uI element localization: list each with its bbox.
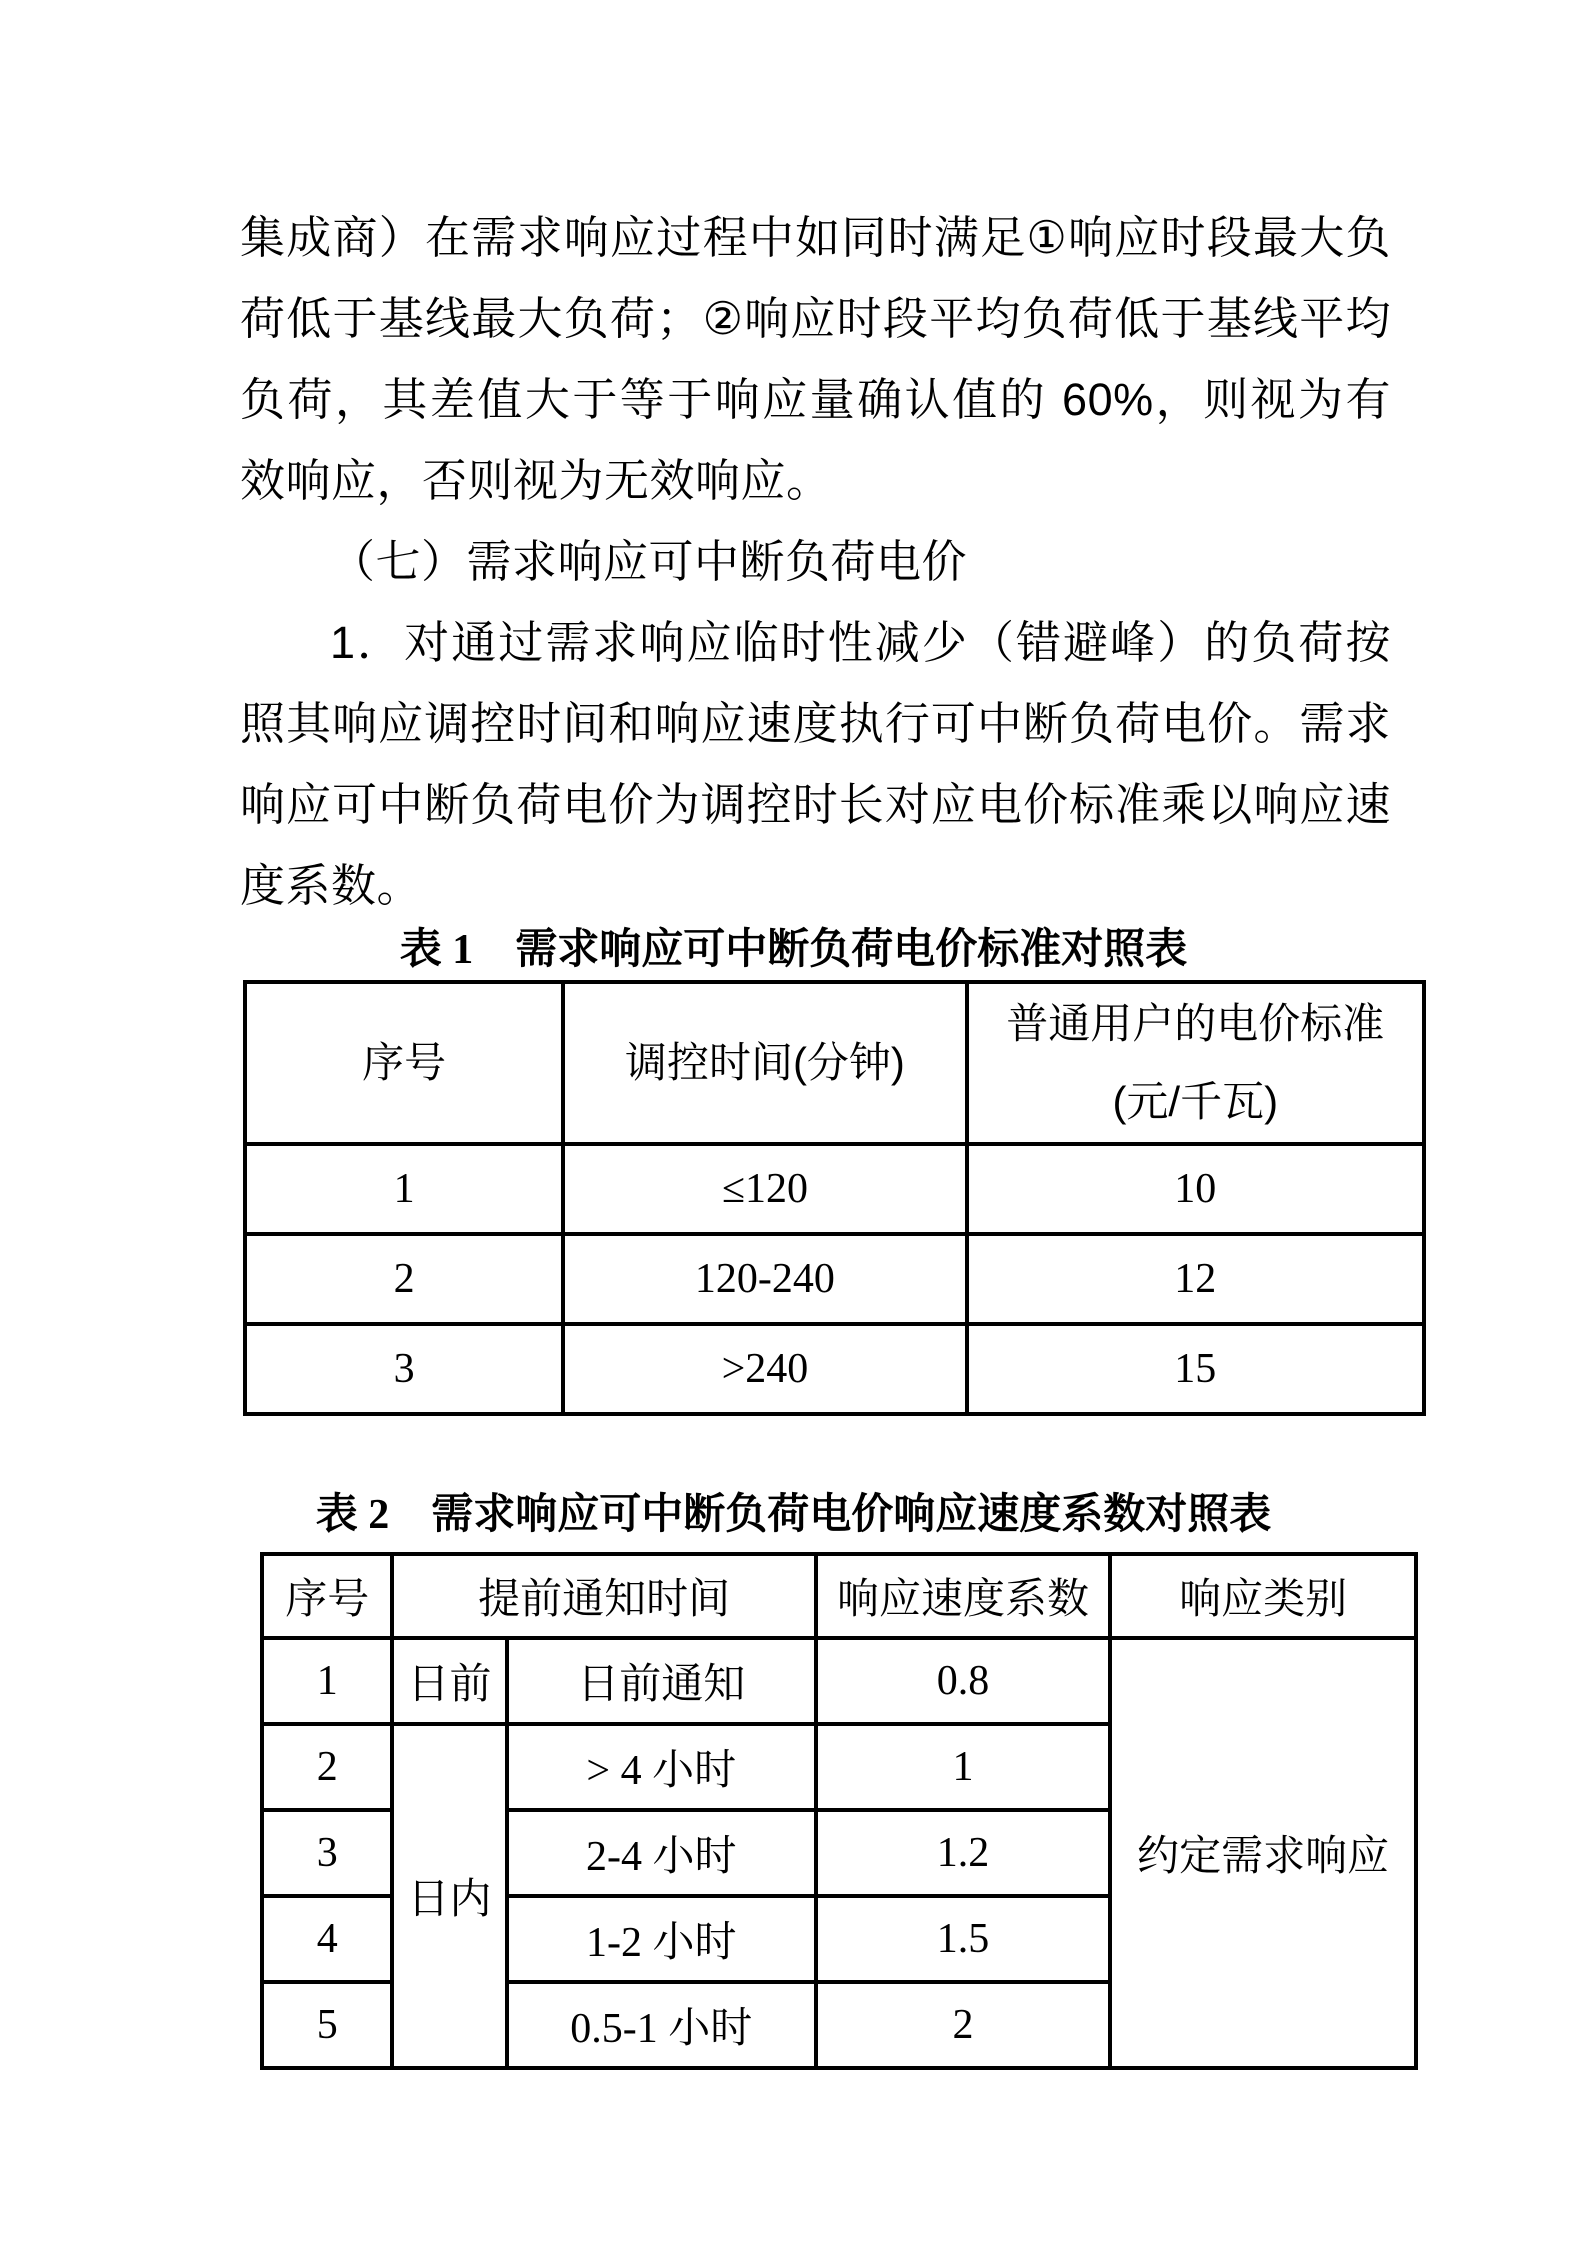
table1-cell-price: 15 xyxy=(967,1324,1424,1414)
table1-cell-time: >240 xyxy=(563,1324,966,1414)
table2-header-coef: 响应速度系数 xyxy=(816,1554,1110,1638)
table2-cell-notice: 2-4 小时 xyxy=(507,1810,816,1896)
paragraph-interruptible-price: 1．对通过需求响应临时性减少（错避峰）的负荷按照其响应调控时间和响应速度执行可中断负荷电价。需求响应可中断负荷电价为调控时长对应电价标准乘以响应速度系数。 xyxy=(240,617,1391,911)
table1-price-standard xyxy=(243,980,1426,1416)
paragraph-validity-rule: 集成商）在需求响应过程中如同时满足①响应时段最大负荷低于基线最大负荷；②响应时段平均负荷低于基线平均负荷，其差值大于等于响应量确认值的 60%，则视为有效响应，否则视为无效响应。 xyxy=(240,212,1391,506)
table2-cell-notice: 1-2 小时 xyxy=(507,1896,816,1982)
table-row xyxy=(262,1638,1416,1724)
table2-cell-no: 3 xyxy=(262,1810,392,1896)
table1-header-row xyxy=(245,982,1424,1144)
body-text xyxy=(240,197,1391,926)
table2-cell-coef: 2 xyxy=(816,1982,1110,2068)
table1-cell-no: 3 xyxy=(245,1324,563,1414)
table1-header-time: 调控时间(分钟) xyxy=(563,982,966,1144)
table1-cell-no: 1 xyxy=(245,1144,563,1234)
table-row xyxy=(245,1234,1424,1324)
table1-caption: 表 1 需求响应可中断负荷电价标准对照表 xyxy=(399,927,1188,973)
table1-cell-price: 10 xyxy=(967,1144,1424,1234)
table2-cell-group-intraday: 日内 xyxy=(392,1724,506,2068)
table1-cell-time: ≤120 xyxy=(563,1144,966,1234)
table-row xyxy=(245,1144,1424,1234)
table2-cell-notice: > 4 小时 xyxy=(507,1724,816,1810)
table1-header-price xyxy=(967,982,1424,1144)
table2-cell-no: 2 xyxy=(262,1724,392,1810)
table2-cell-coef: 0.8 xyxy=(816,1638,1110,1724)
table2-speed-coefficient xyxy=(260,1552,1418,2070)
table-row xyxy=(245,1324,1424,1414)
table2-cell-no: 4 xyxy=(262,1896,392,1982)
table2-cell-group-day-ahead: 日前 xyxy=(392,1638,506,1724)
table1-cell-price: 12 xyxy=(967,1234,1424,1324)
table2-header-category: 响应类别 xyxy=(1110,1554,1416,1638)
table2-header-no: 序号 xyxy=(262,1554,392,1638)
table1-cell-time: 120-240 xyxy=(563,1234,966,1324)
table2-cell-coef: 1.2 xyxy=(816,1810,1110,1896)
section-heading-seven: （七）需求响应可中断负荷电价 xyxy=(330,536,968,587)
table2-cell-coef: 1.5 xyxy=(816,1896,1110,1982)
table2-caption: 表 2 需求响应可中断负荷电价响应速度系数对照表 xyxy=(315,1492,1272,1538)
table1-header-no: 序号 xyxy=(245,982,563,1144)
table2-cell-notice: 日前通知 xyxy=(507,1638,816,1724)
table1-header-price-line2: (元/千瓦) xyxy=(1112,1078,1279,1125)
table1-header-price-line1: 普通用户的电价标准 xyxy=(1006,1000,1385,1047)
table2-cell-coef: 1 xyxy=(816,1724,1110,1810)
table2-cell-no: 5 xyxy=(262,1982,392,2068)
table2-header-notice: 提前通知时间 xyxy=(392,1554,816,1638)
table2-header-row xyxy=(262,1554,1416,1638)
table2-cell-category: 约定需求响应 xyxy=(1110,1638,1416,2068)
table1-cell-no: 2 xyxy=(245,1234,563,1324)
table2-cell-notice: 0.5-1 小时 xyxy=(507,1982,816,2068)
table2-cell-no: 1 xyxy=(262,1638,392,1724)
